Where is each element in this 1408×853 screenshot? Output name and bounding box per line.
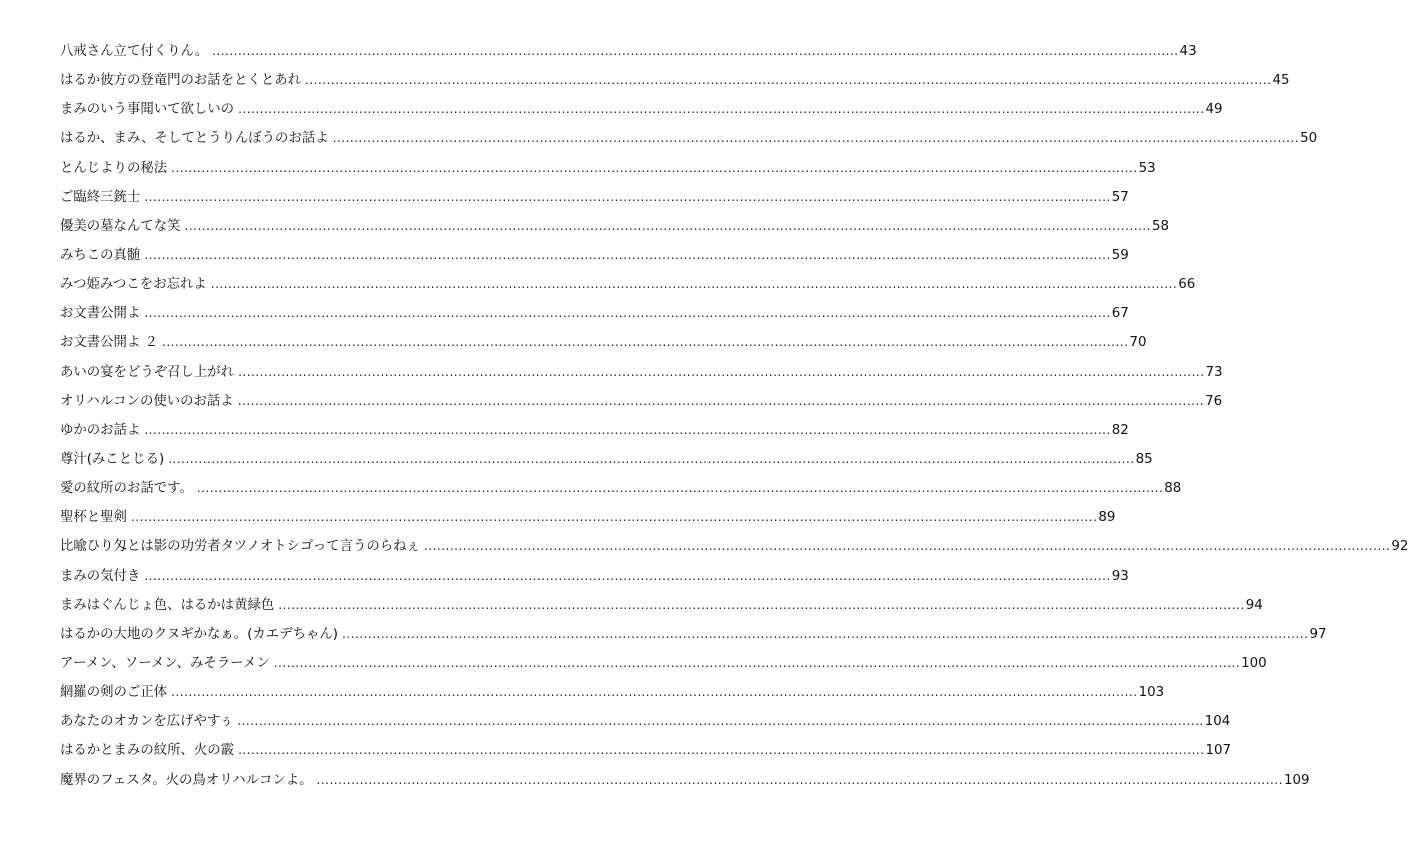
toc-entry[interactable] xyxy=(60,391,1223,420)
toc-dot-leader xyxy=(144,187,1110,207)
toc-entry-page: 43 xyxy=(1179,44,1197,59)
toc-dot-leader xyxy=(317,770,1283,790)
toc-entry[interactable] xyxy=(60,478,1182,507)
toc-entry-page: 88 xyxy=(1164,481,1182,497)
toc-entry-page: 57 xyxy=(1111,189,1129,205)
toc-entry-title: 優美の墓なんてな笑 xyxy=(60,218,181,234)
toc-dot-leader xyxy=(238,99,1204,119)
toc-entry[interactable] xyxy=(60,303,1129,332)
toc-entry-page: 89 xyxy=(1098,510,1116,526)
toc-entry-page: 109 xyxy=(1283,772,1310,788)
toc-entry[interactable] xyxy=(60,682,1165,711)
toc-entry-title: 魔界のフェスタ。火の鳥オリハルコンよ。 xyxy=(60,772,313,788)
toc-entry-page: 85 xyxy=(1135,451,1153,467)
toc-entry-title: まみの気付き xyxy=(60,568,141,584)
toc-entry-title: はるかとまみの紋所、火の霰 xyxy=(60,743,235,759)
toc-dot-leader xyxy=(424,536,1390,556)
toc-entry-title: あいの宴をどうぞ召し上がれ xyxy=(60,364,235,380)
toc-dot-leader xyxy=(171,682,1137,702)
toc-entry[interactable] xyxy=(60,332,1147,361)
toc-entry-title: まみのいう事聞いて欲しいの xyxy=(60,102,235,118)
toc-dot-leader xyxy=(238,391,1204,411)
toc-entry[interactable] xyxy=(60,128,1318,157)
toc-entry[interactable] xyxy=(60,70,1290,99)
toc-entry-page: 45 xyxy=(1272,73,1290,89)
toc-dot-leader xyxy=(238,362,1204,382)
toc-entry-title: アーメン、ソーメン、みそラーメン xyxy=(60,655,270,671)
toc-entry[interactable] xyxy=(60,274,1196,303)
toc-entry-page: 58 xyxy=(1151,218,1169,234)
toc-entry-title: 尊汁(みことじる) xyxy=(60,451,165,467)
toc-entry-title: ご臨終三銃士 xyxy=(60,189,141,205)
toc-entry-page: 92 xyxy=(1391,539,1408,555)
toc-entry-title: はるか彼方の登竜門のお話をとくとあれ xyxy=(60,73,302,89)
toc-entry[interactable] xyxy=(60,420,1129,449)
toc-entry[interactable] xyxy=(60,711,1231,740)
toc-entry-page: 100 xyxy=(1241,655,1267,671)
toc-dot-leader xyxy=(144,303,1110,323)
toc-entry-page: 66 xyxy=(1178,277,1196,293)
toc-entry[interactable] xyxy=(60,566,1129,595)
toc-entry-title: お文書公開よ ２ xyxy=(60,335,158,351)
toc-entry-title: オリハルコンの使いのお話よ xyxy=(60,393,234,409)
toc-entry-page: 70 xyxy=(1129,335,1147,351)
toc-entry[interactable] xyxy=(60,449,1153,478)
toc-entry[interactable] xyxy=(60,41,1197,70)
toc-dot-leader xyxy=(211,274,1177,294)
toc-entry-title: 聖杯と聖剣 xyxy=(60,510,127,526)
toc-entry-page: 104 xyxy=(1204,714,1231,730)
toc-entry-page: 82 xyxy=(1111,422,1129,438)
toc-entry[interactable] xyxy=(60,653,1267,682)
toc-entry-page: 107 xyxy=(1205,743,1232,759)
toc-entry[interactable] xyxy=(60,507,1116,536)
toc-entry-page: 73 xyxy=(1205,364,1223,380)
toc-entry[interactable] xyxy=(60,770,1310,799)
toc-entry-page: 93 xyxy=(1111,568,1129,584)
toc-dot-leader xyxy=(238,740,1204,760)
toc-entry-title: まみはぐんじょ色、はるかは黄緑色 xyxy=(60,597,275,613)
toc-entry-page: 94 xyxy=(1245,597,1263,613)
toc-dot-leader xyxy=(305,70,1271,90)
toc-entry[interactable] xyxy=(60,187,1129,216)
toc-dot-leader xyxy=(162,332,1128,352)
toc-dot-leader xyxy=(237,711,1203,731)
toc-entry[interactable] xyxy=(60,536,1408,565)
toc-entry-title: お文書公開よ xyxy=(60,306,141,322)
table-of-contents xyxy=(60,41,1408,799)
toc-dot-leader xyxy=(212,41,1178,61)
toc-dot-leader xyxy=(131,507,1097,527)
toc-entry-page: 103 xyxy=(1138,685,1165,701)
toc-dot-leader xyxy=(274,653,1240,673)
toc-entry[interactable] xyxy=(60,740,1232,769)
toc-entry[interactable] xyxy=(60,158,1156,187)
toc-entry-title: 愛の紋所のお話です。 xyxy=(60,481,193,497)
toc-dot-leader xyxy=(185,216,1151,236)
toc-entry-page: 67 xyxy=(1111,306,1129,322)
toc-entry[interactable] xyxy=(60,624,1327,653)
toc-entry-title: 八戒さん立て付くりん。 xyxy=(60,44,209,59)
toc-entry[interactable] xyxy=(60,216,1169,245)
toc-entry-title: みつ姫みつこをお忘れよ xyxy=(60,277,207,293)
toc-entry-page: 59 xyxy=(1111,247,1129,263)
toc-entry-title: はるか、まみ、そしてとうりんぼうのお話よ xyxy=(60,131,329,147)
toc-dot-leader xyxy=(144,566,1110,586)
toc-entry-title: はるかの大地のクヌギかなぁ。(カエデちゃん) xyxy=(60,626,338,642)
toc-dot-leader xyxy=(144,420,1110,440)
toc-entry[interactable] xyxy=(60,362,1223,391)
toc-entry-title: ゆかのお話よ xyxy=(60,422,141,438)
toc-entry-page: 53 xyxy=(1138,160,1156,176)
toc-dot-leader xyxy=(342,624,1308,644)
toc-entry-page: 97 xyxy=(1309,626,1327,642)
toc-entry-page: 49 xyxy=(1205,102,1223,118)
toc-entry-page: 50 xyxy=(1300,131,1318,147)
toc-dot-leader xyxy=(197,478,1163,498)
toc-dot-leader xyxy=(278,595,1244,615)
toc-dot-leader xyxy=(168,449,1134,469)
toc-dot-leader xyxy=(171,158,1137,178)
toc-dot-leader xyxy=(333,128,1299,148)
toc-entry-title: 比喩ひり匁とは影の功労者タツノオトシゴって言うのらねぇ xyxy=(60,539,420,555)
toc-entry[interactable] xyxy=(60,595,1263,624)
toc-entry-title: みちこの真髄 xyxy=(60,247,141,263)
toc-dot-leader xyxy=(144,245,1110,265)
toc-entry-title: とんじよりの秘法 xyxy=(60,160,168,176)
toc-entry-title: 網羅の剣のご正体 xyxy=(60,685,168,701)
toc-entry[interactable] xyxy=(60,245,1129,274)
toc-entry[interactable] xyxy=(60,99,1223,128)
toc-entry-title: あなたのオカンを広げやすぅ xyxy=(60,714,234,730)
toc-entry-page: 76 xyxy=(1205,393,1223,409)
